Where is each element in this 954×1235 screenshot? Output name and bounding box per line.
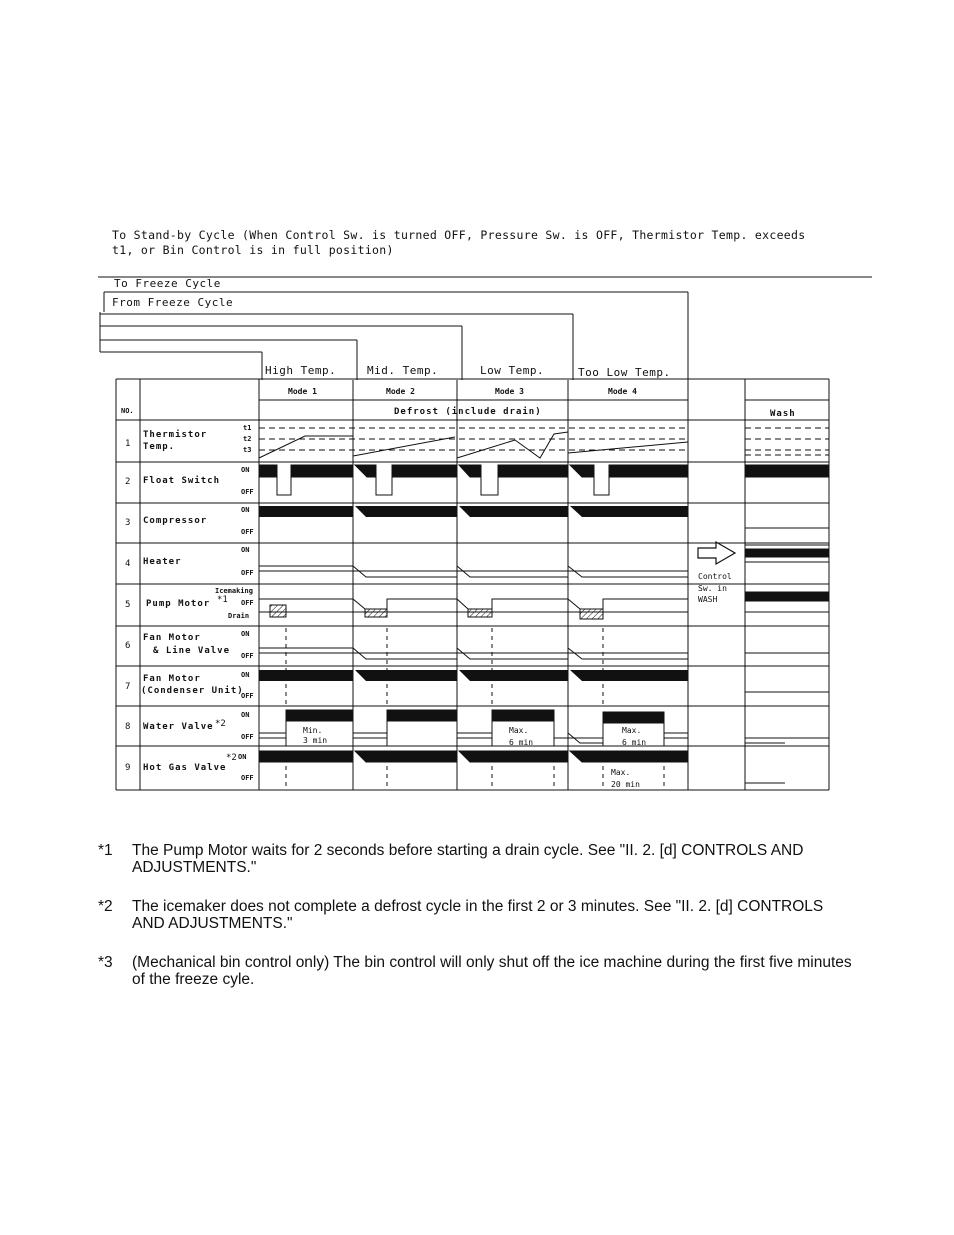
heater-trace <box>259 545 829 577</box>
water-valve-off: OFF <box>241 733 254 741</box>
water-note-1b: 3 min <box>303 736 328 745</box>
row-7-number: 7 <box>125 682 131 692</box>
heater-off: OFF <box>241 569 254 577</box>
footnote-3 <box>98 954 858 988</box>
thermistor-traces <box>259 428 829 458</box>
footnote-1 <box>98 842 858 876</box>
water-valve-footnote-mark: *2 <box>215 719 226 729</box>
float-switch-trace <box>259 465 829 495</box>
compressor-trace <box>259 506 829 528</box>
row-4-number: 4 <box>125 559 131 569</box>
hot-gas-note-b: 20 min <box>611 780 640 789</box>
mode-3-header: Mode 3 <box>495 387 524 396</box>
hot-gas-valve-label: Hot Gas Valve <box>143 763 227 773</box>
fan-motor-line-valve-label: Fan Motor <box>143 633 201 643</box>
fan-condenser-on: ON <box>241 671 250 679</box>
water-valve-trace <box>259 710 829 746</box>
fan-line-on: ON <box>241 630 250 638</box>
standby-note-line-2: t1, or Bin Control is in full position) <box>112 243 394 257</box>
heater-label: Heater <box>143 557 182 567</box>
water-valve-on: ON <box>241 711 250 719</box>
state-t1: t1 <box>243 424 252 432</box>
control-note-2: Sw. in <box>698 584 727 593</box>
water-valve-label: Water Valve <box>143 722 214 732</box>
high-temp-label: High Temp. <box>265 364 337 377</box>
control-note-1: Control <box>698 572 732 581</box>
fan-condenser-off: OFF <box>241 692 254 700</box>
pump-drain: Drain <box>228 612 250 620</box>
hot-gas-valve-footnote-mark: *2 <box>226 753 237 763</box>
control-note-3: WASH <box>698 595 718 604</box>
water-note-3b: 6 min <box>622 738 647 747</box>
footnote-2-text: The icemaker does not complete a defrost cycle in the first 2 or 3 minutes. See "II. 2. [d] CONTROLS AND ADJUSTMENTS." <box>132 898 824 932</box>
pump-motor-trace <box>259 592 829 619</box>
pump-motor-footnote-mark: *1 <box>217 595 228 605</box>
water-note-2a: Max. <box>509 726 529 735</box>
footnote-2 <box>98 898 858 932</box>
compressor-off: OFF <box>241 528 254 536</box>
footnote-3-mark: *3 <box>98 954 113 971</box>
footnote-1-mark: *1 <box>98 842 113 859</box>
from-freeze-cycle-label: From Freeze Cycle <box>112 296 234 309</box>
mid-temp-label: Mid. Temp. <box>367 364 439 377</box>
compressor-label: Compressor <box>143 516 208 526</box>
row-2-number: 2 <box>125 477 131 487</box>
row-9-number: 9 <box>125 763 131 773</box>
fan-motor-condenser-label-2: (Condenser Unit) <box>141 686 244 696</box>
defrost-header: Defrost (include drain) <box>394 407 542 417</box>
footnote-2-mark: *2 <box>98 898 113 915</box>
float-switch-on: ON <box>241 466 250 474</box>
compressor-on: ON <box>241 506 250 514</box>
fan-line-off: OFF <box>241 652 254 660</box>
float-switch-off: OFF <box>241 488 254 496</box>
row-6-number: 6 <box>125 641 131 651</box>
mode-2-header: Mode 2 <box>386 387 415 396</box>
hot-gas-on: ON <box>238 753 247 761</box>
state-t2: t2 <box>243 435 252 443</box>
no-column-header: NO. <box>121 407 134 415</box>
water-note-1a: Min. <box>303 726 323 735</box>
footnotes <box>98 842 858 1010</box>
footnote-1-text: The Pump Motor waits for 2 seconds before starting a drain cycle. See "II. 2. [d] CONTROLS AND ADJUSTMENTS." <box>132 842 804 876</box>
fan-condenser-trace <box>259 670 829 692</box>
thermistor-label: Thermistor <box>143 430 208 440</box>
heater-on: ON <box>241 546 250 554</box>
pump-motor-label: Pump Motor <box>146 599 211 609</box>
hot-gas-valve-trace <box>259 751 785 790</box>
row-8-number: 8 <box>125 722 131 732</box>
wash-header: Wash <box>770 409 796 419</box>
low-temp-label: Low Temp. <box>480 364 545 377</box>
fan-motor-line-valve-label-2: & Line Valve <box>153 646 231 656</box>
to-freeze-cycle-label: To Freeze Cycle <box>114 277 221 290</box>
hot-gas-off: OFF <box>241 774 254 782</box>
too-low-temp-label: Too Low Temp. <box>578 366 671 379</box>
water-note-2b: 6 min <box>509 738 534 747</box>
thermistor-label-2: Temp. <box>143 442 176 452</box>
row-3-number: 3 <box>125 518 131 528</box>
row-5-number: 5 <box>125 600 131 610</box>
pump-icemaking: Icemaking <box>215 587 253 595</box>
mode-4-header: Mode 4 <box>608 387 637 396</box>
standby-note-line-1: To Stand-by Cycle (When Control Sw. is turned OFF, Pressure Sw. is OFF, Thermistor Temp. exceeds <box>112 228 806 242</box>
hot-gas-note-a: Max. <box>611 768 631 777</box>
footnote-3-text: (Mechanical bin control only) The bin control will only shut off the ice machine during the first five minutes of the freeze cyle. <box>132 954 852 988</box>
arrow-right-icon <box>698 542 735 564</box>
row-1-number: 1 <box>125 439 131 449</box>
mode-1-header: Mode 1 <box>288 387 317 396</box>
float-switch-label: Float Switch <box>143 476 221 486</box>
state-t3: t3 <box>243 446 252 454</box>
fan-motor-condenser-label: Fan Motor <box>143 674 201 684</box>
pump-off: OFF <box>241 599 254 607</box>
water-note-3a: Max. <box>622 726 642 735</box>
